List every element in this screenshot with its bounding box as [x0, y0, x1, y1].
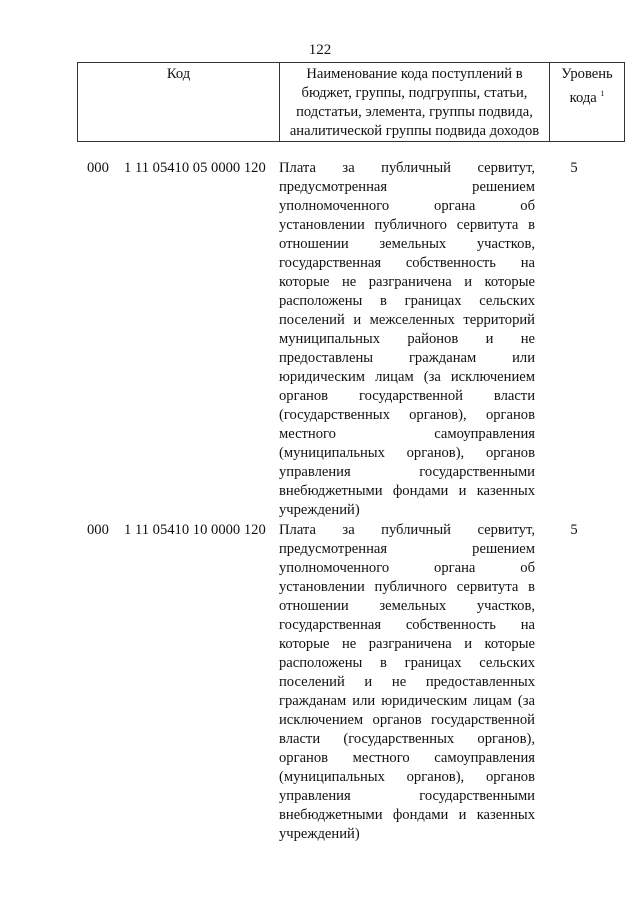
description-line: (государственных органов), органов [279, 407, 535, 423]
description-line: уполномоченного органа об [279, 198, 535, 214]
header-name-cell [280, 63, 550, 142]
description-line: предусмотренная решением [279, 179, 535, 195]
description-line: поселений и межселенных территорий [279, 312, 535, 328]
header-level-line-2 [552, 84, 622, 108]
row-description [279, 521, 535, 844]
header-level-cell [550, 63, 625, 142]
row-level: 5 [570, 522, 578, 538]
description-line: установлении публичного сервитута в [279, 579, 535, 595]
description-line: Плата за публичный сервитут, [279, 160, 535, 176]
page-number: 122 [308, 42, 332, 58]
footnote-marker: 1 [600, 89, 605, 98]
description-line: муниципальных районов и не [279, 331, 535, 347]
description-line: поселений и не предоставленных [279, 674, 535, 690]
row-description [279, 159, 535, 520]
description-line: управления государственными [279, 788, 535, 804]
row-code: 1 11 05410 05 0000 120 [124, 160, 266, 176]
header-name-label [282, 65, 547, 141]
table-header [77, 62, 625, 142]
description-line: юридическим лицам (за исключением [279, 369, 535, 385]
table-row [0, 521, 640, 844]
header-level-line: Уровень [561, 66, 613, 82]
description-line: предоставлены гражданам или [279, 350, 535, 366]
header-code-cell [78, 63, 280, 142]
row-level: 5 [570, 160, 578, 176]
description-line: местного самоуправления [279, 426, 535, 442]
description-line: внебюджетными фондами и казенных [279, 483, 535, 499]
description-line: органов местного самоуправления [279, 750, 535, 766]
table-body [0, 159, 640, 844]
description-line: учреждений) [279, 502, 360, 518]
description-line: внебюджетными фондами и казенных [279, 807, 535, 823]
header-code-label: Код [166, 66, 191, 82]
header-name-line: подстатьи, элемента, группы подвида, [296, 104, 533, 120]
header-name-line: Наименование кода поступлений в [306, 66, 523, 82]
row-code: 1 11 05410 10 0000 120 [124, 522, 266, 538]
description-line: власти (государственных органов), [279, 731, 535, 747]
description-line: расположены в границах сельских [279, 293, 535, 309]
description-line: (муниципальных органов), органов [279, 769, 535, 785]
header-name-line: аналитической группы подвида доходов [289, 123, 540, 139]
description-line: учреждений) [279, 826, 360, 842]
description-line: уполномоченного органа об [279, 560, 535, 576]
row-prefix: 000 [87, 160, 109, 176]
description-line: управления государственными [279, 464, 535, 480]
description-line: отношении земельных участков, [279, 236, 535, 252]
description-line: государственная собственность на [279, 255, 535, 271]
description-line: Плата за публичный сервитут, [279, 522, 535, 538]
description-line: государственная собственность на [279, 617, 535, 633]
description-line: гражданам или юридическим лицам (за [279, 693, 535, 709]
description-line: исключением органов государственной [279, 712, 535, 728]
row-prefix: 000 [87, 522, 109, 538]
description-line: установлении публичного сервитута в [279, 217, 535, 233]
description-line: (муниципальных органов), органов [279, 445, 535, 461]
header-name-line: бюджет, группы, подгруппы, статьи, [301, 85, 528, 101]
description-line: которые не разграничена и которые [279, 636, 535, 652]
description-line: органов государственной власти [279, 388, 535, 404]
description-line: расположены в границах сельских [279, 655, 535, 671]
description-line: которые не разграничена и которые [279, 274, 535, 290]
table-row [0, 159, 640, 520]
description-line: предусмотренная решением [279, 541, 535, 557]
description-line: отношении земельных участков, [279, 598, 535, 614]
header-level-label [552, 65, 622, 108]
header-level-text: кода [569, 90, 597, 106]
